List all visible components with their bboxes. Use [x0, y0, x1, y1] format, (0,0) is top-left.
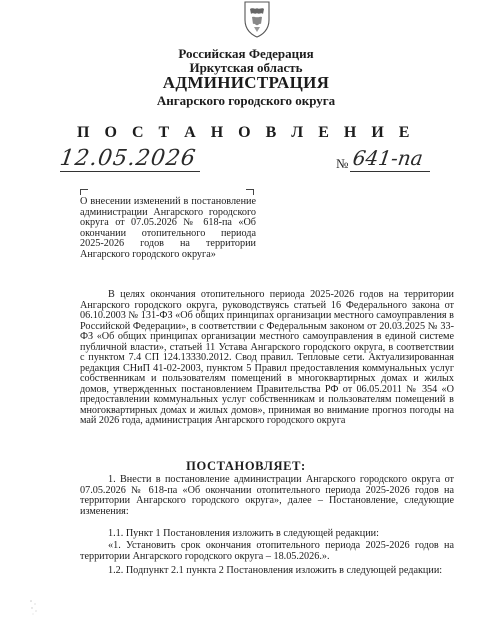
organization-name: АДМИНИСТРАЦИЯ: [162, 73, 330, 92]
district-name: Ангарского городского округа: [156, 93, 336, 108]
number-label: №: [336, 156, 349, 171]
resolve-heading: ПОСТАНОВЛЯЕТ:: [186, 459, 306, 473]
item-1-1-quote-paragraph: «1. Установить срок окончания отопительного периода 2025-2026 годов на территории Ангарского городского округа – 18.05.2026.».: [80, 540, 454, 562]
item-1-1-paragraph: 1.1. Пункт 1 Постановления изложить в следующей редакции:: [108, 528, 379, 539]
handwritten-date: 12.05.2026: [58, 146, 198, 171]
handwritten-number: 641-па: [351, 146, 425, 170]
scan-speck-mark: [28, 598, 40, 616]
subject-bracket-right: [246, 189, 254, 195]
number-underline: [350, 171, 430, 172]
subject-bracket-left: [80, 189, 88, 195]
item-1-paragraph: 1. Внести в постановление администрации Ангарского городского округа от 07.05.2026 № 618-па «Об окончании отопительного периода 2025-2026 годов на территории Ангарского городского округа», далее – Постановление, следующие изменения:: [80, 474, 454, 517]
date-underline: [60, 171, 200, 172]
document-subject: О внесении изменений в постановление администрации Ангарского городского округа от 07.05.2026 № 618-па «Об окончании отопительного периода 2025-2026 годов на территории Ангарского городского округа»: [80, 196, 256, 260]
region-name: Иркутская область: [189, 60, 303, 75]
document-title: П О С Т А Н О В Л Е Н И Е: [77, 124, 415, 141]
coat-of-arms-icon: [242, 0, 272, 38]
preamble-paragraph: В целях окончания отопительного периода 2025-2026 годов на территории Ангарского городского округа, руководствуясь статьей 16 Федерального закона от 06.10.2003 № 131-ФЗ «Об общих принципах организации местного самоуправления в Российской Федерации», в соответствии с Федеральным законом от 20.03.2025 № 33-ФЗ «Об общих принципах организации местного самоуправления в единой системе публичной власти», статьей 11 Устава Ангарского городского округа, в соответствии с пунктом 7.4 СП 124.13330.2012. Свод правил. Тепловые сети. Актуализированная редакция СНиП 41-02-2003, пунктом 5 Правил предоставления коммунальных услуг собственникам и пользователям помещений в многоквартирных домах и жилых домов, утвержденных постановлением Правительства РФ от 06.05.2011 № 354 «О предоставлении коммунальных услуг собственникам и пользователям помещений в многоквартирных домах и жилых домов», принимая во внимание прогноз погоды на май 2026 года, администрация Ангарского городского округа: [80, 289, 454, 426]
country-name: Российская Федерация: [178, 46, 314, 61]
item-1-2-paragraph: 1.2. Подпункт 2.1 пункта 2 Постановления изложить в следующей редакции:: [108, 565, 443, 576]
